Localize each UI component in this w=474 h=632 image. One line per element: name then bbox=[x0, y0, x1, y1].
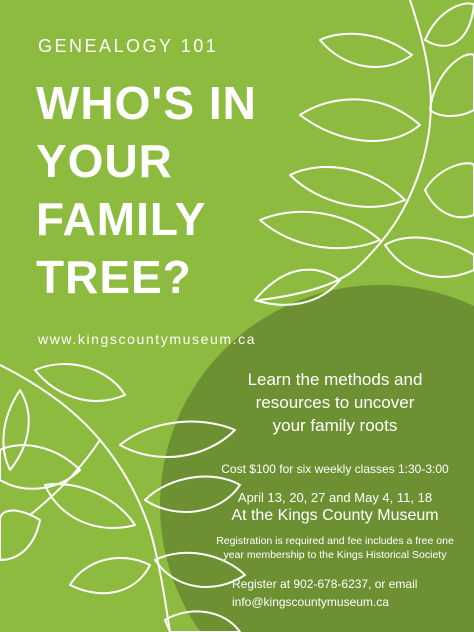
description-line: your family roots bbox=[272, 416, 398, 435]
headline-line: TREE? bbox=[36, 251, 192, 303]
registration-text bbox=[200, 534, 470, 562]
description-line: resources to uncover bbox=[255, 393, 415, 412]
leaf-icon bbox=[430, 54, 474, 116]
leaf-icon bbox=[70, 558, 150, 593]
contact-block bbox=[232, 575, 462, 611]
leaf-icon bbox=[35, 364, 125, 401]
headline-line: YOUR bbox=[36, 135, 173, 187]
leaf-icon bbox=[165, 611, 240, 632]
dates-text: April 13, 20, 27 and May 4, 11, 18 bbox=[237, 490, 433, 505]
branch-stem bbox=[0, 365, 170, 632]
leaf-icon bbox=[425, 3, 474, 45]
headline-line: WHO'S IN bbox=[36, 77, 257, 129]
leaf-icon bbox=[290, 167, 405, 207]
leaf-icon bbox=[425, 163, 474, 217]
website-link[interactable]: www.kingscountymuseum.ca bbox=[38, 331, 257, 347]
leaf-icon bbox=[3, 390, 28, 470]
venue-text: At the Kings County Museum bbox=[231, 507, 439, 524]
leaf-icon bbox=[320, 34, 412, 67]
contact-phone: Register at 902-678-6237, or email bbox=[232, 577, 418, 591]
description bbox=[200, 368, 470, 437]
contact-email-link[interactable]: info@kingscountymuseum.ca bbox=[232, 595, 389, 609]
branch-stem bbox=[30, 440, 100, 515]
registration-line: year membership to the Kings Historical Society bbox=[223, 549, 447, 561]
description-line: Learn the methods and bbox=[247, 370, 423, 389]
headline bbox=[36, 74, 296, 306]
leaf-icon bbox=[0, 511, 40, 560]
kicker-text: GENEALOGY 101 bbox=[38, 36, 219, 56]
leaf-icon bbox=[300, 99, 420, 141]
cost-text: Cost $100 for six weekly classes 1:30-3:00 bbox=[221, 462, 449, 476]
headline-line: FAMILY bbox=[36, 193, 207, 245]
registration-line: Registration is required and fee includes a free one bbox=[216, 535, 454, 547]
leaf-icon bbox=[385, 238, 474, 277]
